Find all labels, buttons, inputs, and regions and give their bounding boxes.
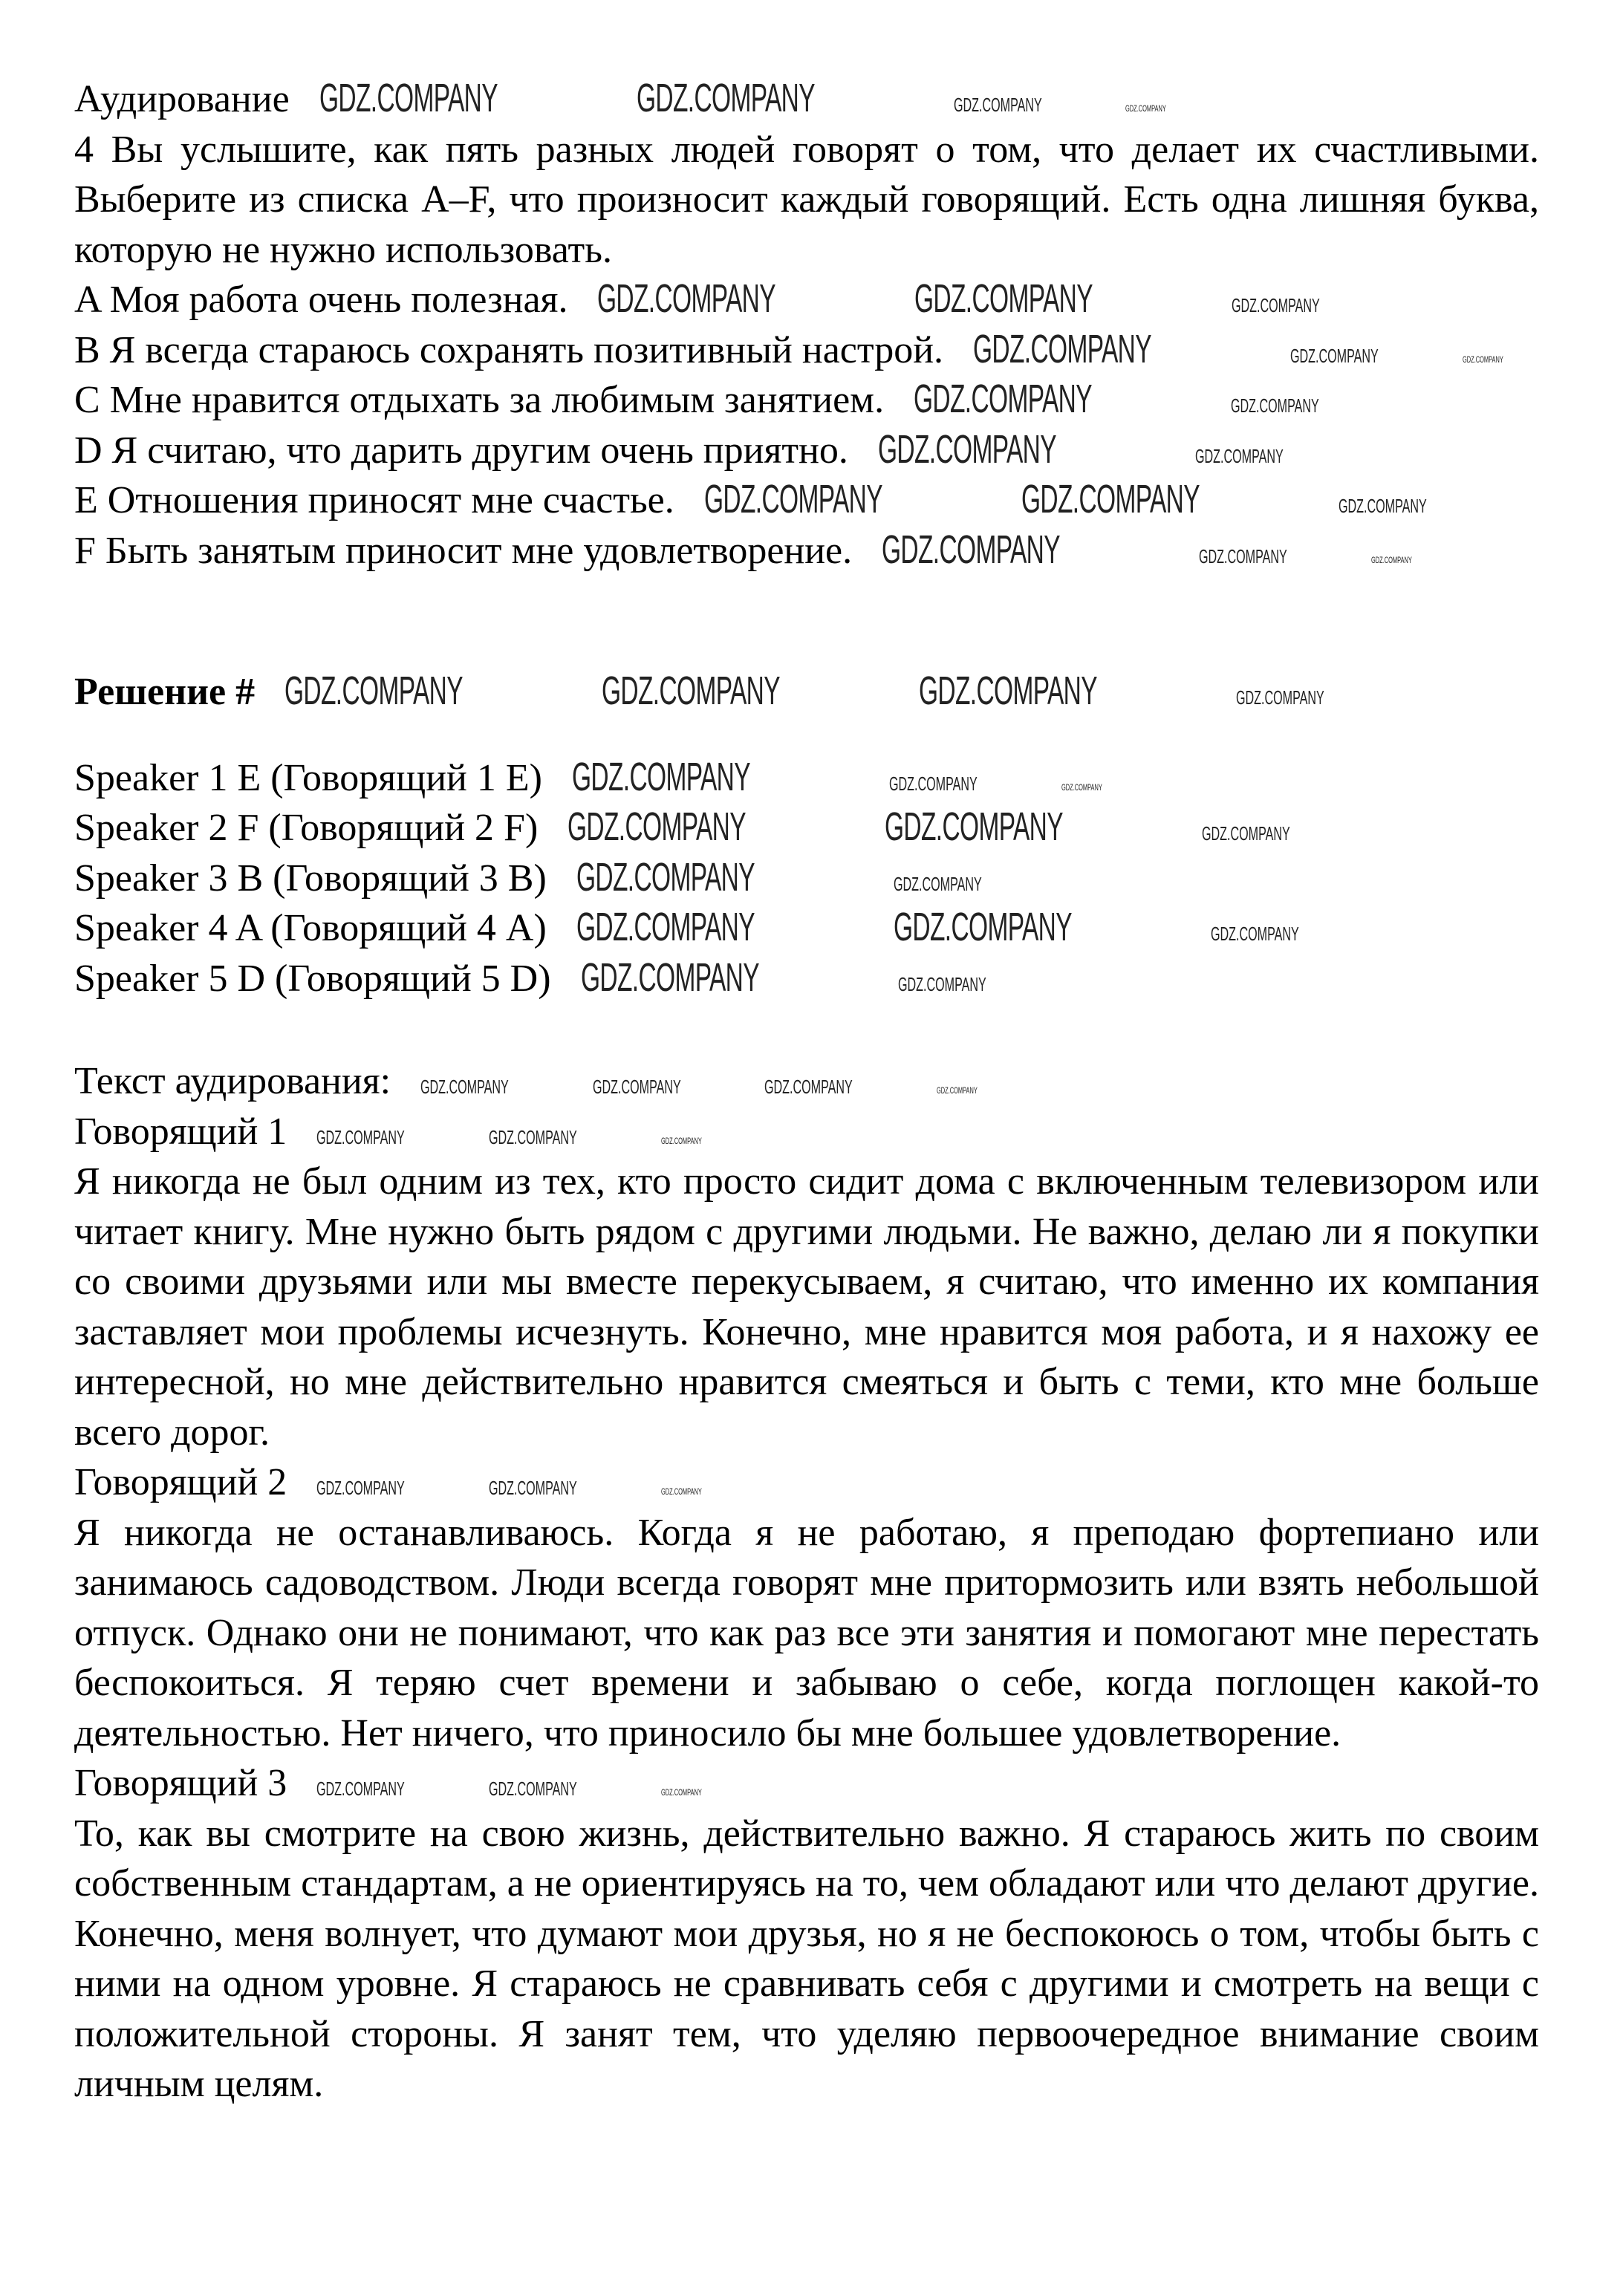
watermark: GDZ.COMPANY — [284, 669, 464, 713]
option-a: A Моя работа очень полезная. — [74, 279, 568, 321]
speaker-2-label-line — [74, 1457, 1539, 1508]
section-title-line — [74, 74, 1539, 125]
watermark: GDZ.COMPANY — [420, 1076, 509, 1098]
watermark: GDZ.COMPANY — [953, 94, 1042, 116]
option-c: C Мне нравится отдыхать за любимым занятием. — [74, 379, 885, 421]
watermark: GDZ.COMPANY — [636, 76, 815, 120]
solution-heading: Решение # — [74, 671, 256, 713]
watermark: GDZ.COMPANY — [602, 669, 781, 713]
watermark: GDZ.COMPANY — [488, 1125, 577, 1148]
answer-4-line — [74, 903, 1539, 954]
watermark: GDZ.COMPANY — [1370, 554, 1412, 565]
option-c-line — [74, 375, 1539, 426]
watermark: GDZ.COMPANY — [488, 1477, 577, 1499]
watermark: GDZ.COMPANY — [660, 1787, 702, 1798]
watermark: GDZ.COMPANY — [576, 854, 755, 900]
task-section — [74, 74, 1539, 576]
watermark: GDZ.COMPANY — [973, 326, 1152, 371]
watermark: GDZ.COMPANY — [1236, 686, 1325, 709]
watermark: GDZ.COMPANY — [703, 477, 882, 521]
solution-section — [74, 667, 1539, 1004]
watermark: GDZ.COMPANY — [877, 426, 1056, 472]
watermark: GDZ.COMPANY — [882, 527, 1061, 572]
watermark: GDZ.COMPANY — [660, 1486, 702, 1497]
speaker-3-text: То, как вы смотрите на свою жизнь, действительно важно. Я стараюсь жить по своим собственным стандартам, а не ориентируясь на то, чем обладают или что делают другие. Конечно, меня волнует, что думают мои друзья, но я не беспокоюсь о том, чтобы быть с ними на одном уровне. Я стараюсь не сравнивать себя с другими и смотреть на вещи с положительной стороны. Я занят тем, что уделяю первоочередное внимание своим личным целям. — [74, 1812, 1539, 2105]
watermark: GDZ.COMPANY — [580, 955, 759, 1000]
answer-5-line — [74, 954, 1539, 1004]
transcript-section — [74, 1056, 1539, 2110]
option-e: E Отношения приносят мне счастье. — [74, 479, 674, 521]
answer-3: Speaker 3 B (Говорящий 3 B) — [74, 856, 547, 900]
watermark: GDZ.COMPANY — [319, 76, 498, 120]
option-b-line — [74, 325, 1539, 376]
answer-2: Speaker 2 F (Говорящий 2 F) — [74, 807, 539, 849]
speaker-3-label-line — [74, 1758, 1539, 1809]
watermark: GDZ.COMPANY — [936, 1085, 978, 1096]
watermark: GDZ.COMPANY — [316, 1778, 406, 1800]
watermark: GDZ.COMPANY — [888, 772, 978, 795]
speaker-2-text: Я никогда не останавливаюсь. Когда я не работаю, я преподаю фортепиано или занимаюсь садоводством. Люди всегда говорят мне притормозить или взять небольшой отпуск. Однако они не понимают, что как раз все эти занятия и помогают мне перестать беспокоиться. Я теряю счет времени и забываю о себе, когда поглощен какой-то деятельностью. Нет ничего, что приносило бы мне большее удовлетворение. — [74, 1511, 1539, 1754]
watermark: GDZ.COMPANY — [764, 1076, 853, 1098]
watermark: GDZ.COMPANY — [885, 804, 1064, 849]
speaker-3-label: Говорящий 3 — [74, 1762, 287, 1804]
speaker-1-label: Говорящий 1 — [74, 1110, 287, 1153]
watermark: GDZ.COMPANY — [1231, 394, 1319, 417]
watermark: GDZ.COMPANY — [914, 276, 1093, 321]
answer-4: Speaker 4 A (Говорящий 4 A) — [74, 907, 547, 949]
watermark: GDZ.COMPANY — [1021, 477, 1200, 521]
watermark: GDZ.COMPANY — [1125, 103, 1167, 114]
watermark: GDZ.COMPANY — [893, 872, 982, 895]
watermark: GDZ.COMPANY — [1202, 822, 1291, 845]
watermark: GDZ.COMPANY — [597, 276, 776, 321]
watermark: GDZ.COMPANY — [576, 905, 755, 949]
watermark: GDZ.COMPANY — [660, 1135, 702, 1146]
answer-5: Speaker 5 D (Говорящий 5 D) — [74, 957, 551, 1000]
speaker-2-label: Говорящий 2 — [74, 1461, 287, 1503]
transcript-heading: Текст аудирования: — [74, 1060, 391, 1102]
watermark: GDZ.COMPANY — [316, 1125, 406, 1148]
watermark: GDZ.COMPANY — [1290, 344, 1379, 367]
watermark: GDZ.COMPANY — [1199, 544, 1287, 568]
option-a-line — [74, 275, 1539, 325]
watermark: GDZ.COMPANY — [571, 754, 750, 799]
option-b: B Я всегда стараюсь сохранять позитивный настрой. — [74, 328, 944, 371]
watermark: GDZ.COMPANY — [1462, 354, 1503, 365]
watermark: GDZ.COMPANY — [592, 1076, 681, 1098]
answer-3-line — [74, 853, 1539, 904]
watermark: GDZ.COMPANY — [893, 905, 1072, 949]
solution-heading-line — [74, 667, 1539, 718]
answer-1-line — [74, 753, 1539, 804]
section-title: Аудирование — [74, 78, 290, 120]
watermark: GDZ.COMPANY — [1338, 495, 1427, 517]
speaker-1-text: Я никогда не был одним из тех, кто просто сидит дома с включенным телевизором или читает книгу. Мне нужно быть рядом с другими людьми. Не важно, делаю ли я покупки со своими друзьями или мы вместе перекусываем, я считаю, что именно их компания заставляет мои проблемы исчезнуть. Конечно, мне нравится моя работа, и я нахожу ее интересной, но мне действительно нравится смеяться и быть с теми, кто мне больше всего дорог. — [74, 1160, 1539, 1454]
watermark: GDZ.COMPANY — [914, 377, 1093, 421]
watermark: GDZ.COMPANY — [567, 804, 747, 849]
watermark: GDZ.COMPANY — [1061, 781, 1102, 793]
speaker-1-label-line — [74, 1107, 1539, 1157]
watermark: GDZ.COMPANY — [488, 1778, 577, 1800]
option-f-line — [74, 526, 1539, 576]
watermark: GDZ.COMPANY — [919, 669, 1098, 713]
task-instruction: 4 Вы услышите, как пять разных людей говорят о том, что делает их счастливыми. Выберите из списка A–F, что произносит каждый говорящий. Есть одна лишняя буква, которую не нужно использовать. — [74, 128, 1539, 271]
option-d-line — [74, 426, 1539, 476]
watermark: GDZ.COMPANY — [1210, 923, 1299, 945]
option-e-line — [74, 475, 1539, 526]
answer-1: Speaker 1 E (Говорящий 1 E) — [74, 756, 542, 799]
watermark: GDZ.COMPANY — [316, 1477, 406, 1499]
answer-2-line — [74, 803, 1539, 853]
watermark: GDZ.COMPANY — [897, 972, 986, 995]
watermark: GDZ.COMPANY — [1232, 294, 1321, 316]
option-d: D Я считаю, что дарить другим очень приятно. — [74, 429, 848, 472]
watermark: GDZ.COMPANY — [1194, 444, 1284, 467]
transcript-heading-line — [74, 1056, 1539, 1107]
option-f: F Быть занятым приносит мне удовлетворение. — [74, 529, 853, 572]
